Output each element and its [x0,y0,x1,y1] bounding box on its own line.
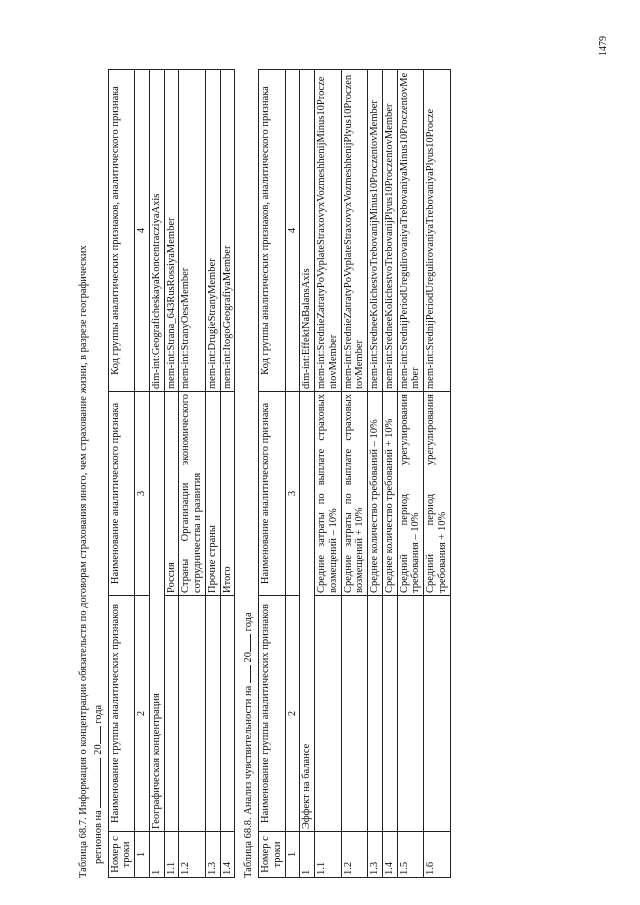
row-code: mem-int:SredneeKolichestvoTrebovanijMinus10ProczentovMember [368,70,383,392]
document-page [78,68,618,878]
row-group [164,596,179,832]
row-code: dim-int:GeograficheskayaKoncentracziyaAxis [149,70,164,392]
row-name: Среднее количество требований – 10% [368,392,383,596]
row-name: Средние затраты по выплате страховых возмещений – 10% [315,392,342,596]
page-number: 1479 [598,36,609,56]
row-code: mem-int:SrednieZatratyPoVyplateStraxovyxVozmeshhenijPlyus10ProczentovMember [341,70,368,392]
row-num: 1.4 [220,832,235,878]
header-num: 3 [135,392,150,596]
row-code: mem-int:ItogoGeografiyaMember [220,70,235,392]
header-cell: Наименование группы аналитических признаков [108,596,135,832]
table2-header-row [259,70,286,878]
row-group [382,596,397,832]
row-code: mem-int:SrednijPeriodUregulirovaniyaTrebovaniyaPlyus10Procze [424,70,451,392]
table1-header-numbers [135,70,150,878]
row-name: Россия [164,392,179,596]
table2 [258,69,451,878]
header-cell: Наименование аналитического признака [259,392,286,596]
table-row [315,70,342,878]
row-code: mem-int:SredneeKolichestvoTrebovanijPlyus10ProczentovMember [382,70,397,392]
table-row [397,70,424,878]
row-group [205,596,220,832]
table2-title-suffix: года [243,612,255,632]
row-group: Эффект на балансе [300,392,315,832]
table-row [220,70,235,878]
header-cell: Код группы аналитических признаков, аналитического признака [108,70,135,392]
row-name: Средний период урегулирования требования + 10% [424,392,451,596]
row-group [315,596,342,832]
row-num: 1 [300,832,315,878]
row-code: mem-int:DrugieStranyMember [205,70,220,392]
table-row [341,70,368,878]
table-row [164,70,179,878]
table-row [368,70,383,878]
row-name: Страны Организации экономического сотрудничества и развития [179,392,206,596]
table-row [424,70,451,878]
row-name: Средний период урегулирования требования – 10% [397,392,424,596]
header-cell: Номер строки [108,832,135,878]
row-name: Итого [220,392,235,596]
header-num: 2 [135,596,150,832]
row-num: 1.5 [397,832,424,878]
row-code: mem-int:SrednieZatratyPoVyplateStraxovyxVozmeshhenijMinus10ProczentovMember [315,70,342,392]
row-num: 1.2 [341,832,368,878]
table2-title [240,68,255,878]
row-group [397,596,424,832]
row-name: Среднее количество требований + 10% [382,392,397,596]
row-num: 1.6 [424,832,451,878]
row-name: Средние затраты по выплате страховых возмещений + 10% [341,392,368,596]
table1-title [78,68,105,878]
header-cell: Номер строки [259,832,286,878]
row-name: Прочие страны [205,392,220,596]
row-code: mem-int:Strana_643RusRossiyaMember [164,70,179,392]
header-cell: Наименование аналитического признака [108,392,135,596]
table1-title-line1: Таблица 68.7. Информация о концентрации обязательств по договорам страхования иного, чем страхование жизни, в разрезе географических [78,245,89,878]
row-group: Географическая концентрация [149,392,164,832]
row-group [179,596,206,832]
row-code: mem-int:SrednijPeriodUregulirovaniyaTrebovaniyaMinus10ProczentovMember [397,70,424,392]
row-num: 1.3 [205,832,220,878]
table2-title-year: 20 [243,651,255,663]
header-num: 2 [285,596,300,832]
table-row [300,70,315,878]
row-group [368,596,383,832]
row-num: 1.1 [164,832,179,878]
header-num: 3 [285,392,300,596]
header-num: 1 [285,832,300,878]
table1-title-suffix: года [92,704,104,724]
row-num: 1 [149,832,164,878]
table1-title-prefix: регионов на [92,810,104,864]
table2-title-prefix: Таблица 68.8. Анализ чувствительности на [243,685,255,878]
table-row [179,70,206,878]
row-group [424,596,451,832]
header-cell: Код группы аналитических признаков, аналитического признака [259,70,286,392]
table1-header-row [108,70,135,878]
row-num: 1.1 [315,832,342,878]
header-num: 4 [135,70,150,392]
row-group [341,596,368,832]
row-code: mem-int:StranyOesrMember [179,70,206,392]
table-row [149,70,164,878]
header-num: 4 [285,70,300,392]
table1 [108,69,236,878]
table2-header-numbers [285,70,300,878]
row-num: 1.3 [368,832,383,878]
row-num: 1.2 [179,832,206,878]
table1-title-year: 20 [92,744,104,755]
table-row [382,70,397,878]
header-num: 1 [135,832,150,878]
table-row [205,70,220,878]
row-num: 1.4 [382,832,397,878]
row-code: dim-int:EffektNaBalansAxis [300,70,315,392]
header-cell: Наименование группы аналитических признаков [259,596,286,832]
row-group [220,596,235,832]
